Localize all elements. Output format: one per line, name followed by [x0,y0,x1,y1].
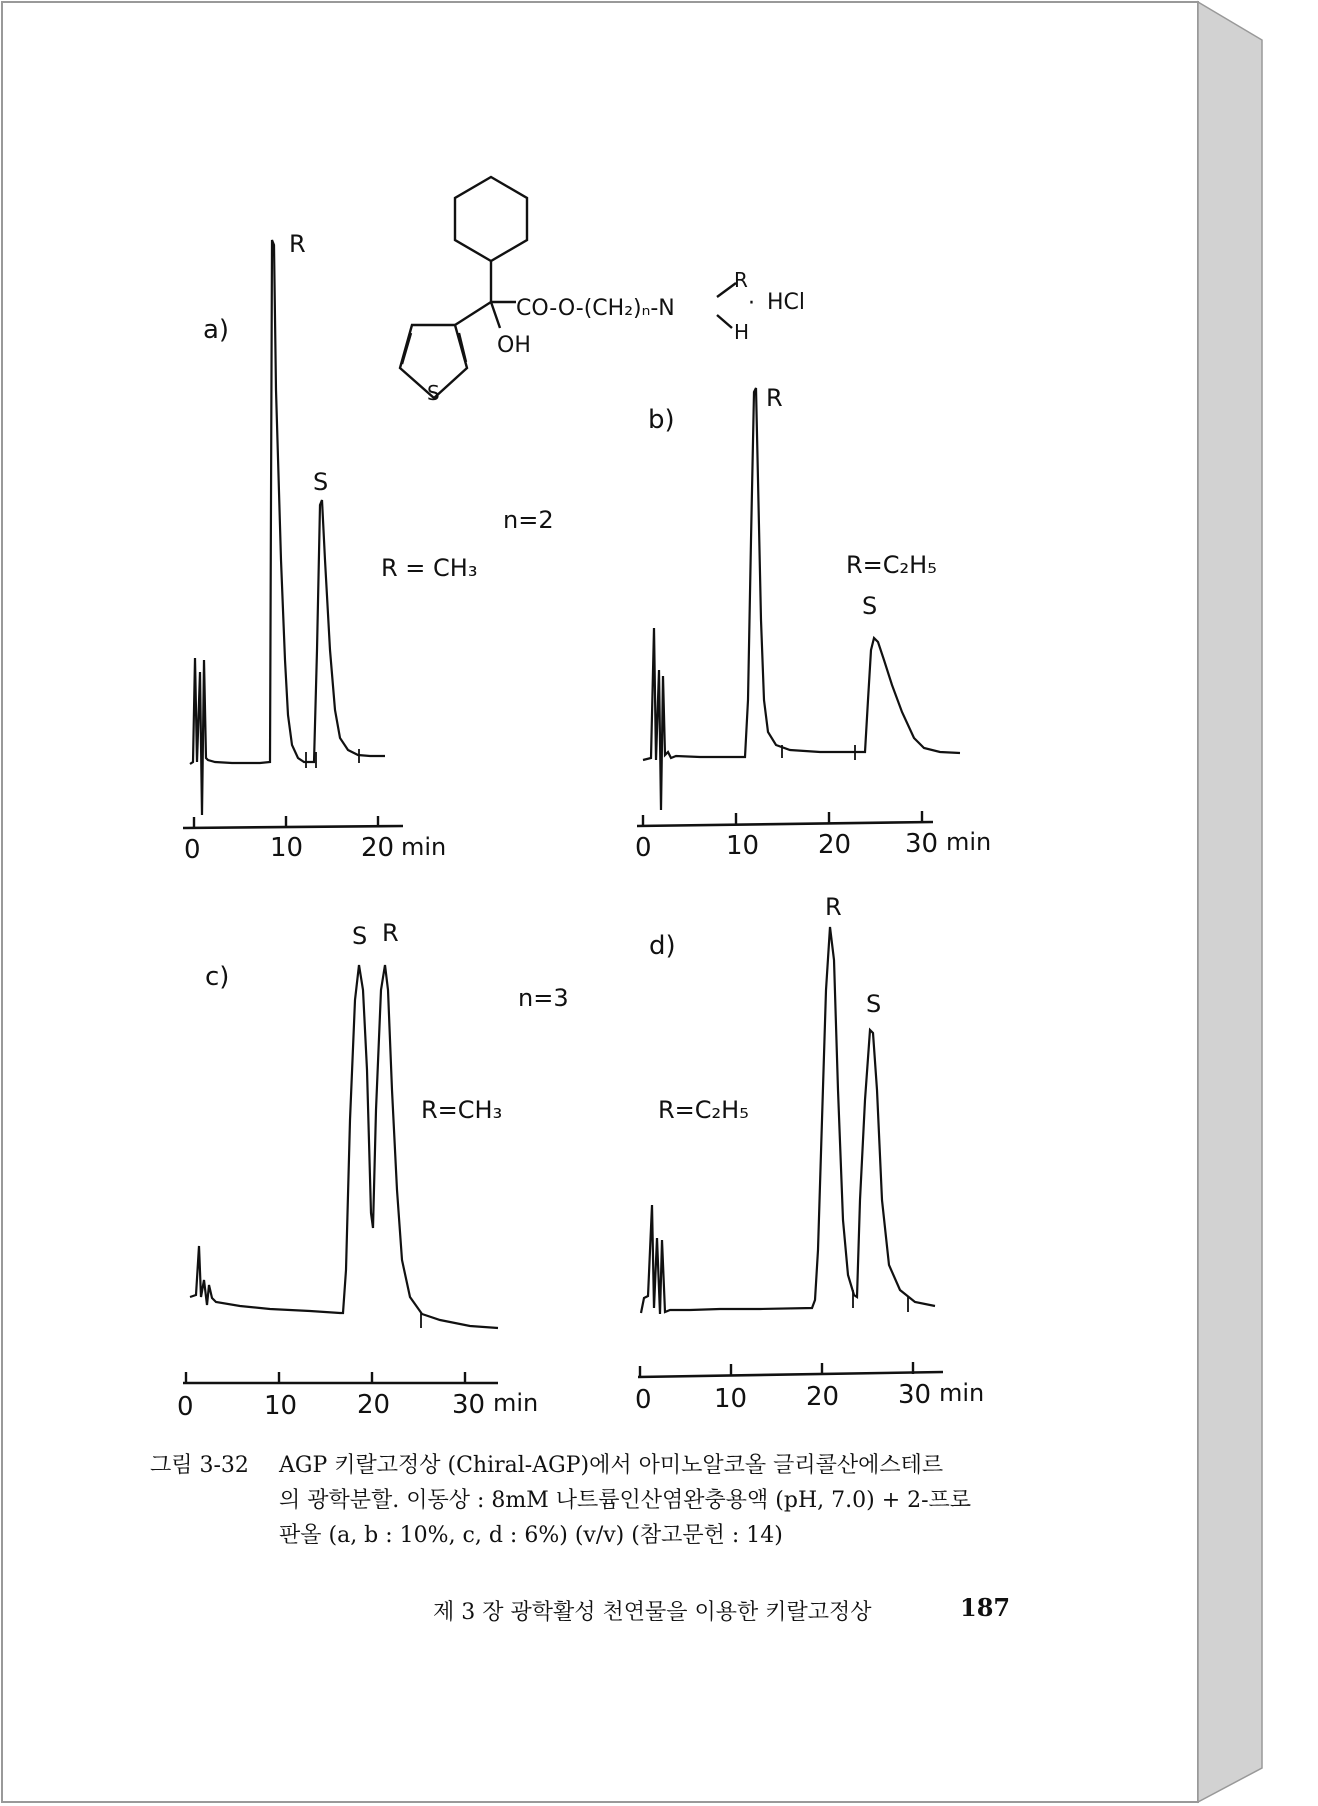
panel-a-peak-r: R [289,230,306,258]
panel-d-tick-20: 20 [806,1382,840,1412]
panel-b-axis-line [637,822,933,826]
panel-b-peak-s: S [862,592,878,620]
panel-a-substituent: R = CH₃ [381,554,478,582]
panel-b-unit: min [946,828,992,856]
formula-r: R [734,268,748,292]
figure-number: 그림 3-32 [150,1453,249,1478]
panel-b-substituent: R=C₂H₅ [846,551,937,579]
caption-line-3: 판올 (a, b : 10%, c, d : 6%) (v/v) (참고문헌 : 14) [279,1523,783,1548]
chemical-structure [400,177,736,398]
formula-hcl: HCl [767,290,806,315]
formula-oh: OH [497,333,531,358]
panel-a-peak-s: S [313,468,329,496]
panel-a-unit: min [401,833,447,861]
panel-b-tick-0: 0 [635,833,652,863]
panel-c-peak-r: R [382,919,399,947]
formula-sulfur: S [427,381,440,405]
panel-c-tick-20: 20 [357,1390,391,1420]
panel-b-peak-r: R [766,384,783,412]
n-label-bottom: n=3 [518,984,569,1012]
panel-d-peak-r: R [825,893,842,921]
panel-a-label: a) [203,315,230,345]
chapter-title: 제 3 장 광학활성 천연물을 이용한 키랄고정상 [433,1600,872,1625]
panel-d-tick-0: 0 [635,1385,652,1415]
panel-d-peak-s: S [866,990,882,1018]
panel-a-tick-20: 20 [361,833,395,863]
panel-c-trace [190,965,498,1328]
panel-c [177,919,538,1422]
panel-b-trace [643,388,960,810]
panel-d [635,893,984,1415]
panel-c-label: c) [205,962,230,992]
n-label-top: n=2 [503,506,554,534]
panel-d-tick-30: 30 [898,1380,932,1410]
panel-b-tick-30: 30 [905,829,939,859]
panel-b [635,384,991,863]
panel-d-label: d) [649,931,676,961]
caption-line-1: AGP 키랄고정상 (Chiral-AGP)에서 아미노알코올 글리콜산에스테르 [279,1453,944,1478]
panel-b-tick-20: 20 [818,830,852,860]
panel-b-label: b) [648,405,675,435]
panel-b-tick-10: 10 [726,831,760,861]
page-number: 187 [960,1593,1011,1622]
panel-d-tick-10: 10 [714,1384,748,1414]
panel-c-peak-s: S [352,922,368,950]
panel-c-tick-10: 10 [264,1391,298,1421]
panel-c-unit: min [493,1389,539,1417]
panel-a-axis-line [183,826,403,828]
panel-c-tick-0: 0 [177,1392,194,1422]
panel-d-substituent: R=C₂H₅ [658,1096,749,1124]
panel-a-tick-10: 10 [270,833,304,863]
caption-line-2: 의 광학분할. 이동상 : 8mM 나트륨인산염완충용액 (pH, 7.0) + 2-프로 [279,1488,972,1513]
panel-c-tick-30: 30 [452,1390,486,1420]
cyclohexane-ring [455,177,527,261]
panel-a-tick-0: 0 [184,835,201,865]
formula-dot: · [748,291,755,316]
formula-h: H [734,320,750,344]
panel-c-substituent: R=CH₃ [421,1096,503,1124]
formula-main: CO-O-(CH₂)ₙ-N [516,296,675,321]
panel-d-axis-line [638,1372,943,1377]
panel-d-unit: min [939,1379,985,1407]
